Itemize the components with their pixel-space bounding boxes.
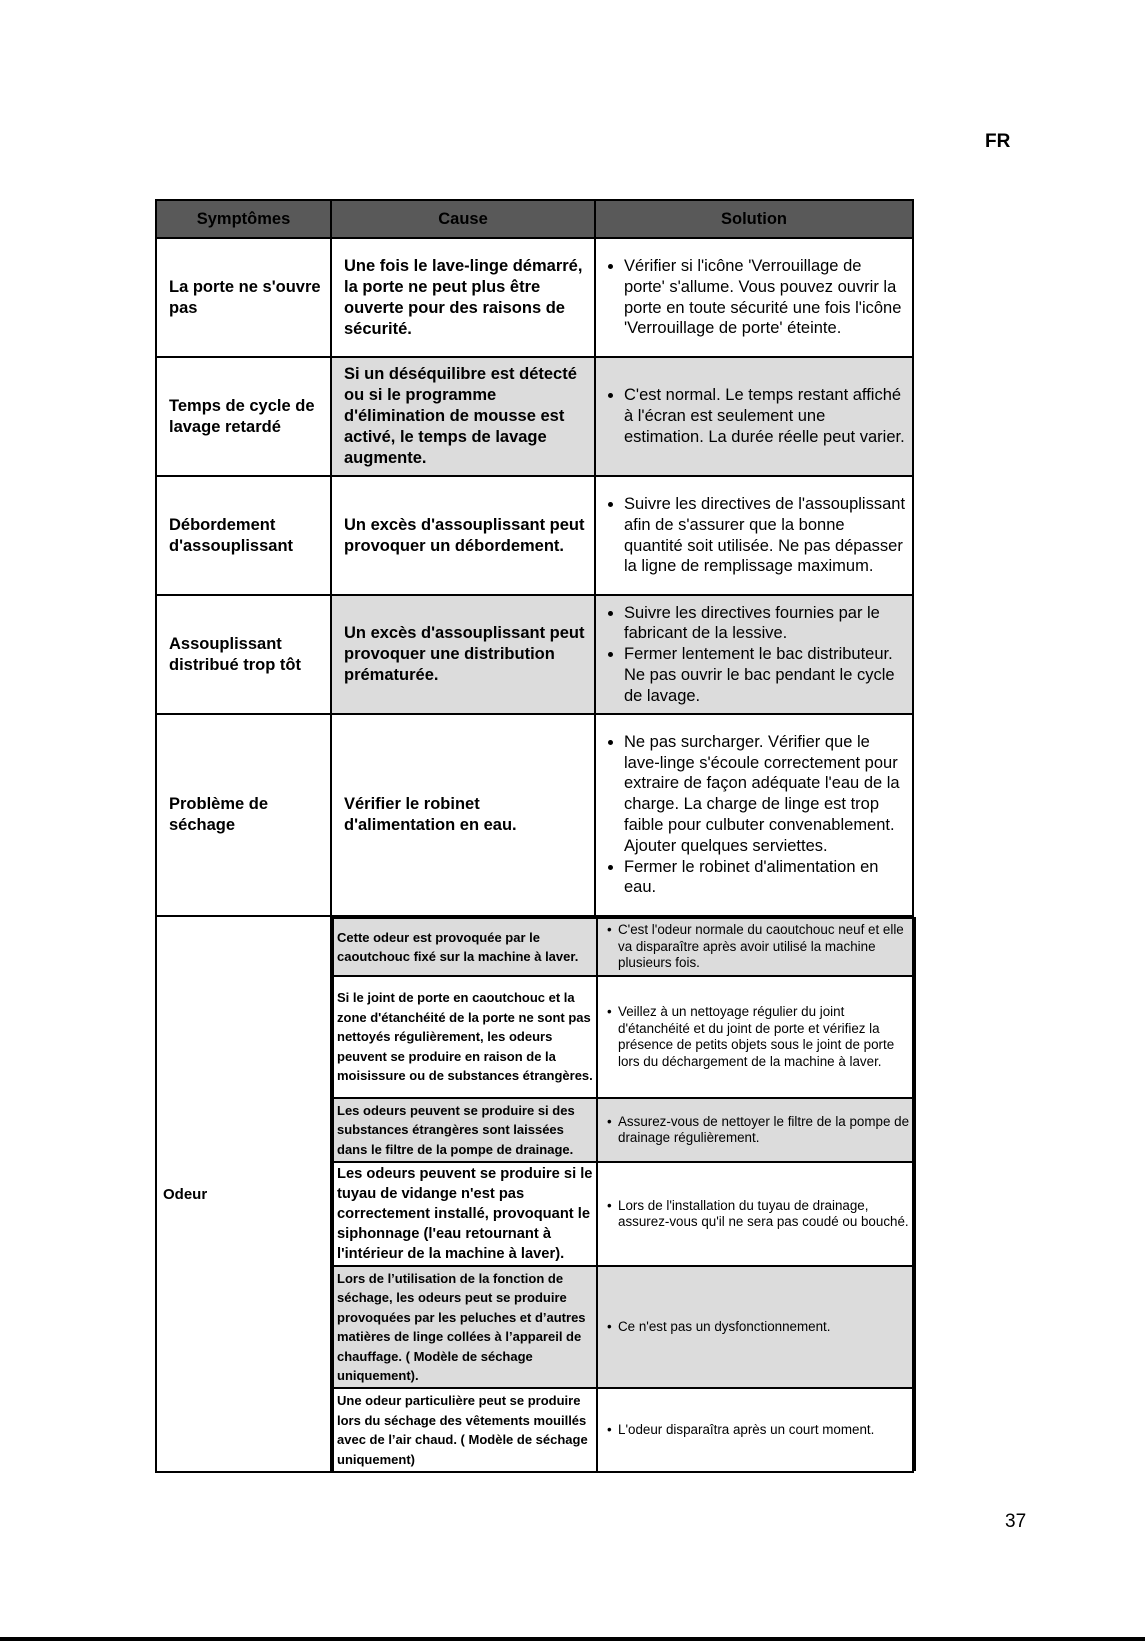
table-header-row [156,200,913,238]
solution-cell [597,1388,915,1471]
table-row [156,357,913,476]
list-item [333,1388,915,1471]
solution-text: Ce n'est pas un dysfonctionnement. [618,1318,831,1334]
solution-item: • Suivre les directives de l'assouplissant afin de s'assurer que la bonne quantité soit utilisée. Ne pas dépasser la ligne de remplissage maximum. [624,494,906,577]
bullet-icon: • [607,1004,612,1019]
odeur-subtable-cell [331,916,913,1472]
list-item [333,1266,915,1388]
cause-cell: Cette odeur est provoquée par le caoutchouc fixé sur la machine à laver. [333,918,597,976]
cause-cell: Les odeurs peuvent se produire si des substances étrangères sont laissées dans le filtre de la pompe de drainage. [333,1098,597,1162]
solution-item: • Fermer le robinet d'alimentation en eau. [624,857,906,899]
language-label: FR [985,131,1011,152]
bullet-icon: • [607,1421,612,1437]
solution-cell [595,357,913,476]
symptom-cell: Assouplissant distribué trop tôt [156,595,331,714]
symptom-cell: Problème de séchage [156,714,331,916]
solution-item: • Fermer lentement le bac distributeur. Ne pas ouvrir le bac pendant le cycle de lavage. [624,644,906,706]
symptom-cell: La porte ne s'ouvre pas [156,238,331,357]
cause-cell: Un excès d'assouplissant peut provoquer un débordement. [331,476,595,595]
solution-item: • Vérifier si l'icône 'Verrouillage de porte' s'allume. Vous pouvez ouvrir la porte en toute sécurité une fois l'icône 'Verrouillage de porte' éteinte. [624,256,906,339]
solution-item: • Ne pas surcharger. Vérifier que le lave-linge s'écoule correctement pour extraire de façon adéquate l'eau de la charge. La charge de linge est trop faible pour culbuter convenablement. Ajouter quelques serviettes. [624,732,906,857]
troubleshooting-table [155,199,914,1473]
list-item [333,918,915,976]
cause-cell: Si le joint de porte en caoutchouc et la zone d'étanchéité de la porte ne sont pas nettoyés régulièrement, les odeurs peuvent se produire en raison de la moisissure ou de substances étrangères. [333,976,597,1098]
solution-item: • Suivre les directives fournies par le fabricant de la lessive. [624,603,906,645]
cause-cell: Vérifier le robinet d'alimentation en eau. [331,714,595,916]
solution-text: Lors de l'installation du tuyau de drainage, assurez-vous qu'il ne sera pas coudé ou bouché. [618,1197,909,1229]
solution-text: Assurez-vous de nettoyer le filtre de la pompe de drainage régulièrement. [618,1113,910,1145]
cause-cell: Les odeurs peuvent se produire si le tuyau de vidange n'est pas correctement installé, provoquant le siphonnage (l'eau retournant à l'intérieur de la machine à laver). [333,1162,597,1266]
cause-cell: Lors de l’utilisation de la fonction de séchage, les odeurs peut se produire provoquées par les peluches et d’autres matières de linge collées à l’appareil de chauffage. ( Modèle de séchage uniquement). [333,1266,597,1388]
solution-item: • C'est normal. Le temps restant affiché à l'écran est seulement une estimation. La durée réelle peut varier. [624,385,906,447]
solution-cell [595,238,913,357]
solution-cell [597,976,915,1098]
bullet-icon: • [607,922,612,938]
table-row [156,238,913,357]
solution-text: L'odeur disparaîtra après un court moment. [618,1421,875,1437]
column-header-cause: Cause [331,200,595,238]
solution-cell [597,1266,915,1388]
table-row-odeur [156,916,913,1472]
solution-text: C'est l'odeur normale du caoutchouc neuf et elle va disparaître après avoir utilisé la machine plusieurs fois. [618,922,904,971]
solution-cell [595,476,913,595]
solution-cell [597,1098,915,1162]
symptom-cell: Débordement d'assouplissant [156,476,331,595]
cause-cell: Si un déséquilibre est détecté ou si le programme d'élimination de mousse est activé, le temps de lavage augmente. [331,357,595,476]
page-number: 37 [1005,1511,1027,1532]
bottom-rule [0,1637,1145,1641]
symptom-cell: Temps de cycle de lavage retardé [156,357,331,476]
solution-cell [597,918,915,976]
solution-cell [595,595,913,714]
table-row [156,714,913,916]
cause-cell: Une odeur particulière peut se produire lors du séchage des vêtements mouillés avec de l’air chaud. ( Modèle de séchage uniquement) [333,1388,597,1471]
list-item [333,1162,915,1266]
bullet-icon: • [607,1318,612,1334]
symptom-cell: Odeur [156,916,331,1472]
bullet-icon: • [607,1197,612,1213]
solution-text: Veillez à un nettoyage régulier du joint d'étanchéité et du joint de porte et vérifiez la présence de petits objets sous le joint de porte lors du déchargement de la machine à laver. [618,1004,895,1069]
cause-cell: Une fois le lave-linge démarré, la porte ne peut plus être ouverte pour des raisons de sécurité. [331,238,595,357]
column-header-solution: Solution [595,200,913,238]
solution-cell [595,714,913,916]
cause-cell: Un excès d'assouplissant peut provoquer une distribution prématurée. [331,595,595,714]
bullet-icon: • [607,1113,612,1129]
list-item [333,976,915,1098]
table-row [156,476,913,595]
solution-cell [597,1162,915,1266]
list-item [333,1098,915,1162]
odeur-subtable [332,917,916,1471]
column-header-symptoms: Symptômes [156,200,331,238]
table-row [156,595,913,714]
